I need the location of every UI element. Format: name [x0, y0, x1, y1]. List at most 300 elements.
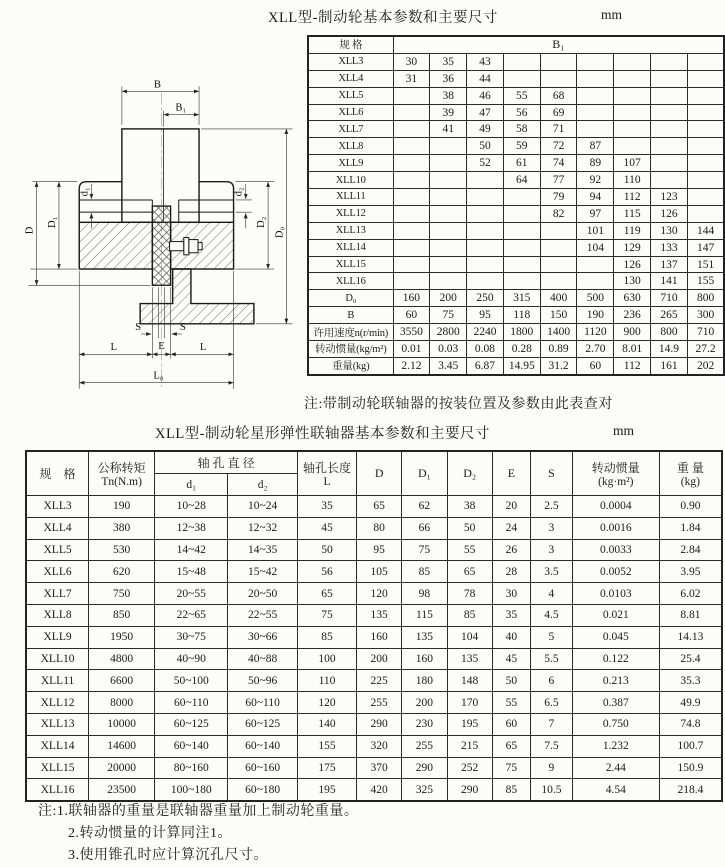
value-cell [540, 53, 577, 70]
value-cell [430, 273, 467, 290]
value-cell: 1950 [89, 626, 155, 648]
value-cell: 6.87 [467, 357, 504, 374]
value-cell: 15~48 [155, 561, 228, 583]
table-row [308, 239, 724, 256]
value-cell: 6 [531, 670, 573, 692]
value-cell [577, 70, 614, 87]
table-row [308, 341, 724, 358]
value-cell: 14600 [89, 735, 155, 757]
value-cell: 710 [687, 324, 724, 341]
value-cell [687, 104, 724, 121]
value-cell: 60~160 [228, 757, 298, 779]
table-row [308, 121, 724, 138]
value-cell [577, 256, 614, 273]
value-cell: 0.213 [572, 670, 659, 692]
bore-length-header-line1: 轴孔长度 [302, 461, 351, 475]
brake-wheel-table-unit: mm [601, 7, 623, 22]
value-cell: 60 [577, 357, 614, 374]
dim-label-e: E [158, 341, 165, 353]
value-cell [467, 205, 504, 222]
value-cell: 112 [614, 189, 651, 206]
value-cell: 4.5 [531, 604, 573, 626]
value-cell: 59 [503, 138, 540, 155]
value-cell [393, 239, 430, 256]
torque-header-line1: 公称转矩 [97, 461, 146, 475]
table-row [26, 713, 722, 735]
value-cell: 61 [503, 155, 540, 172]
value-cell: 630 [614, 290, 651, 307]
value-cell: 325 [402, 779, 447, 801]
row-label-cell: 重量(kg) [308, 357, 393, 374]
footnote-3: 3.使用锥孔时应计算沉孔尺寸。 [68, 848, 268, 863]
value-cell: 230 [402, 713, 447, 735]
dim-label-l0: L₀ [153, 370, 164, 382]
value-cell: 200 [430, 290, 467, 307]
value-cell: 1.232 [572, 735, 659, 757]
value-cell: 110 [614, 172, 651, 189]
value-cell [503, 205, 540, 222]
table-header-row-1 [26, 451, 722, 474]
value-cell [687, 138, 724, 155]
value-cell: 20 [492, 496, 530, 518]
weight-header-line2: (kg) [680, 476, 700, 488]
value-cell: 1.84 [659, 517, 722, 539]
table-row [308, 155, 724, 172]
table-row [26, 496, 722, 518]
value-cell: 0.28 [503, 341, 540, 358]
value-cell: 20~55 [155, 583, 228, 605]
value-cell: 3.5 [531, 561, 573, 583]
value-cell [577, 104, 614, 121]
value-cell: 140 [297, 713, 356, 735]
table-header-row [308, 36, 724, 53]
value-cell: 0.0033 [572, 539, 659, 561]
value-cell: 12~38 [155, 517, 228, 539]
b1-header-cell: B₁ [393, 36, 724, 53]
value-cell: 31.2 [540, 357, 577, 374]
value-cell [540, 273, 577, 290]
value-cell: 2240 [467, 324, 504, 341]
value-cell: 6.5 [531, 692, 573, 714]
value-cell [503, 239, 540, 256]
value-cell [503, 53, 540, 70]
value-cell [393, 205, 430, 222]
value-cell: 49.9 [659, 692, 722, 714]
value-cell [430, 138, 467, 155]
value-cell: 6600 [89, 670, 155, 692]
value-cell: 2.44 [572, 757, 659, 779]
table-row [308, 70, 724, 87]
value-cell: 92 [577, 172, 614, 189]
weight-header-line1: 重 量 [676, 461, 704, 475]
value-cell: 38 [447, 496, 492, 518]
value-cell: 50 [297, 539, 356, 561]
row-label-cell: XLL6 [308, 104, 393, 121]
row-label-cell: XLL12 [308, 205, 393, 222]
value-cell [467, 189, 504, 206]
value-cell: 135 [447, 648, 492, 670]
value-cell: 75 [297, 604, 356, 626]
value-cell: 4 [531, 583, 573, 605]
brake-wheel-table-note: 注:带制动轮联轴器的按装位置及参数由此表查对 [304, 397, 613, 412]
value-cell [651, 121, 688, 138]
value-cell: 45 [492, 648, 530, 670]
row-label-cell: XLL7 [308, 121, 393, 138]
value-cell [540, 239, 577, 256]
value-cell [503, 273, 540, 290]
value-cell [614, 138, 651, 155]
dim-label-d2: d₂ [233, 187, 245, 197]
row-label-cell: 转动惯量(kg/m²) [308, 341, 393, 358]
value-cell: 0.0016 [572, 517, 659, 539]
value-cell: 195 [447, 713, 492, 735]
value-cell: 78 [447, 583, 492, 605]
value-cell: 35 [492, 604, 530, 626]
value-cell: 10000 [89, 713, 155, 735]
value-cell: 80~160 [155, 757, 228, 779]
value-cell: 161 [651, 357, 688, 374]
value-cell [430, 256, 467, 273]
row-label-cell: XLL15 [308, 256, 393, 273]
value-cell: 380 [89, 517, 155, 539]
value-cell: 14~35 [228, 539, 298, 561]
value-cell: 50 [467, 138, 504, 155]
value-cell [393, 121, 430, 138]
value-cell: 148 [447, 670, 492, 692]
coupling-cross-section-diagram [20, 70, 305, 400]
value-cell: 133 [651, 239, 688, 256]
value-cell: 2.12 [393, 357, 430, 374]
table-row [308, 138, 724, 155]
row-label-cell: XLL7 [26, 583, 89, 605]
value-cell: 115 [614, 205, 651, 222]
value-cell: 14.9 [651, 341, 688, 358]
value-cell: 55 [503, 87, 540, 104]
value-cell: 400 [540, 290, 577, 307]
value-cell: 12~32 [228, 517, 298, 539]
value-cell: 36 [430, 70, 467, 87]
right-hub [199, 182, 234, 223]
value-cell [687, 87, 724, 104]
value-cell [503, 70, 540, 87]
value-cell: 2800 [430, 324, 467, 341]
value-cell: 218.4 [659, 779, 722, 801]
row-label-cell: XLL14 [308, 239, 393, 256]
value-cell: 190 [89, 496, 155, 518]
value-cell: 39 [430, 104, 467, 121]
row-label-cell: XLL11 [308, 189, 393, 206]
value-cell: 115 [402, 604, 447, 626]
value-cell: 75 [430, 307, 467, 324]
value-cell: 79 [540, 189, 577, 206]
D-header-cell: D [357, 451, 402, 496]
value-cell: 265 [651, 307, 688, 324]
value-cell: 94 [577, 189, 614, 206]
footnotes [38, 801, 358, 867]
value-cell: 0.0103 [572, 583, 659, 605]
value-cell [393, 87, 430, 104]
row-label-cell: B [308, 307, 393, 324]
value-cell [577, 121, 614, 138]
value-cell: 66 [402, 517, 447, 539]
row-label-cell: XLL5 [26, 539, 89, 561]
value-cell: 710 [651, 290, 688, 307]
value-cell: 30 [393, 53, 430, 70]
coupling-table [25, 450, 723, 802]
value-cell: 137 [651, 256, 688, 273]
table-row [26, 648, 722, 670]
row-label-cell: XLL4 [26, 517, 89, 539]
value-cell: 175 [297, 757, 356, 779]
value-cell [651, 172, 688, 189]
value-cell: 60~125 [155, 713, 228, 735]
value-cell: 60 [492, 713, 530, 735]
row-label-cell: XLL13 [308, 222, 393, 239]
value-cell [393, 138, 430, 155]
value-cell: 89 [577, 155, 614, 172]
value-cell: 8.01 [614, 341, 651, 358]
value-cell: 1400 [540, 324, 577, 341]
value-cell: 85 [447, 604, 492, 626]
table-row [26, 583, 722, 605]
table-row [26, 757, 722, 779]
value-cell: 255 [402, 735, 447, 757]
value-cell [540, 70, 577, 87]
value-cell: 14~42 [155, 539, 228, 561]
torque-header-cell [89, 451, 155, 496]
value-cell: 850 [89, 604, 155, 626]
row-label-cell: XLL13 [26, 713, 89, 735]
value-cell: 190 [577, 307, 614, 324]
value-cell [651, 155, 688, 172]
value-cell: 65 [297, 583, 356, 605]
value-cell: 252 [447, 757, 492, 779]
value-cell: 55 [492, 692, 530, 714]
row-label-cell: 许用速度n(r/min) [308, 324, 393, 341]
value-cell [540, 256, 577, 273]
value-cell: 75 [402, 539, 447, 561]
value-cell [614, 53, 651, 70]
value-cell [467, 239, 504, 256]
table-row [308, 53, 724, 70]
value-cell: 160 [393, 290, 430, 307]
value-cell: 315 [503, 290, 540, 307]
table-row [308, 172, 724, 189]
value-cell: 100.7 [659, 735, 722, 757]
value-cell: 30 [492, 583, 530, 605]
row-label-cell: XLL10 [26, 648, 89, 670]
value-cell: 85 [492, 779, 530, 801]
table-row [308, 222, 724, 239]
value-cell [467, 256, 504, 273]
row-label-cell: XLL8 [26, 604, 89, 626]
value-cell [467, 172, 504, 189]
value-cell: 35 [297, 496, 356, 518]
value-cell [430, 222, 467, 239]
coupling-table-title: XLL型-制动轮星形弹性联轴器基本参数和主要尺寸 [155, 426, 491, 442]
value-cell: 3.95 [659, 561, 722, 583]
value-cell: 215 [447, 735, 492, 757]
value-cell: 9 [531, 757, 573, 779]
table-row [308, 256, 724, 273]
table-row [308, 307, 724, 324]
value-cell [393, 155, 430, 172]
value-cell: 800 [651, 324, 688, 341]
value-cell: 40~90 [155, 648, 228, 670]
value-cell: 26 [492, 539, 530, 561]
value-cell [393, 256, 430, 273]
value-cell: 900 [614, 324, 651, 341]
value-cell: 750 [89, 583, 155, 605]
value-cell: 22~65 [155, 604, 228, 626]
value-cell: 23500 [89, 779, 155, 801]
value-cell: 320 [357, 735, 402, 757]
inertia-header-line2: (kg·m²) [598, 476, 634, 488]
value-cell: 130 [651, 222, 688, 239]
row-label-cell: XLL3 [26, 496, 89, 518]
value-cell: 0.021 [572, 604, 659, 626]
value-cell [687, 172, 724, 189]
spec-header-cell: 规 格 [26, 451, 89, 496]
brake-wheel-table-title: XLL型-制动轮基本参数和主要尺寸 [268, 10, 499, 26]
value-cell: 500 [577, 290, 614, 307]
dim-label-d1: d₁ [79, 187, 91, 197]
value-cell: 14.13 [659, 626, 722, 648]
dim-label-D: D [24, 226, 36, 235]
table-row [26, 539, 722, 561]
row-label-cell: XLL9 [26, 626, 89, 648]
value-cell: 69 [540, 104, 577, 121]
value-cell: 126 [651, 205, 688, 222]
row-label-cell: XLL14 [26, 735, 89, 757]
value-cell: 120 [357, 583, 402, 605]
row-label-cell: XLL10 [308, 172, 393, 189]
value-cell [614, 87, 651, 104]
value-cell: 123 [651, 189, 688, 206]
dim-label-D0: D₀ [274, 226, 286, 239]
value-cell [393, 222, 430, 239]
value-cell [503, 222, 540, 239]
value-cell: 58 [503, 121, 540, 138]
row-label-cell: XLL11 [26, 670, 89, 692]
row-label-cell: D₀ [308, 290, 393, 307]
value-cell: 64 [503, 172, 540, 189]
value-cell: 112 [614, 357, 651, 374]
dim-label-s-right: S [179, 321, 186, 333]
table-row [26, 626, 722, 648]
row-label-cell: XLL9 [308, 155, 393, 172]
value-cell: 38 [430, 87, 467, 104]
value-cell: 60~110 [155, 692, 228, 714]
value-cell [614, 70, 651, 87]
value-cell [687, 189, 724, 206]
value-cell: 41 [430, 121, 467, 138]
bore-length-header-line2: L [323, 476, 331, 488]
value-cell: 60~140 [228, 735, 298, 757]
value-cell: 100 [297, 648, 356, 670]
D2-header-cell: D₂ [447, 451, 492, 496]
value-cell: 105 [357, 561, 402, 583]
value-cell [577, 87, 614, 104]
value-cell: 65 [357, 496, 402, 518]
value-cell: 15~42 [228, 561, 298, 583]
value-cell: 144 [687, 222, 724, 239]
table-row [26, 692, 722, 714]
value-cell: 10~28 [155, 496, 228, 518]
value-cell: 101 [577, 222, 614, 239]
coupling-table-unit: mm [613, 423, 635, 438]
value-cell: 95 [467, 307, 504, 324]
value-cell [687, 155, 724, 172]
value-cell: 130 [614, 273, 651, 290]
value-cell: 530 [89, 539, 155, 561]
value-cell: 120 [297, 692, 356, 714]
bore-length-header-cell [297, 451, 356, 496]
value-cell: 60~180 [228, 779, 298, 801]
value-cell: 0.0004 [572, 496, 659, 518]
value-cell: 5.5 [531, 648, 573, 670]
value-cell: 200 [357, 648, 402, 670]
value-cell [614, 104, 651, 121]
value-cell: 119 [614, 222, 651, 239]
value-cell: 56 [297, 561, 356, 583]
value-cell: 0.750 [572, 713, 659, 735]
dim-label-l-left: L [110, 342, 118, 354]
table-row [26, 517, 722, 539]
value-cell: 47 [467, 104, 504, 121]
elastic-element [152, 206, 170, 285]
value-cell: 30~66 [228, 626, 298, 648]
value-cell: 56 [503, 104, 540, 121]
value-cell: 110 [297, 670, 356, 692]
value-cell: 151 [687, 256, 724, 273]
value-cell [467, 222, 504, 239]
value-cell [503, 189, 540, 206]
value-cell [393, 172, 430, 189]
brake-wheel-table [307, 35, 725, 376]
value-cell: 147 [687, 239, 724, 256]
value-cell: 225 [357, 670, 402, 692]
value-cell: 2.70 [577, 341, 614, 358]
table-row [308, 189, 724, 206]
value-cell: 3 [531, 517, 573, 539]
table-row [308, 104, 724, 121]
value-cell: 104 [447, 626, 492, 648]
value-cell [540, 222, 577, 239]
value-cell: 7.5 [531, 735, 573, 757]
table-row [308, 290, 724, 307]
row-label-cell: XLL16 [26, 779, 89, 801]
value-cell [687, 205, 724, 222]
value-cell: 30~75 [155, 626, 228, 648]
value-cell: 4.54 [572, 779, 659, 801]
value-cell [393, 273, 430, 290]
value-cell [687, 53, 724, 70]
value-cell [430, 172, 467, 189]
table-row [308, 273, 724, 290]
value-cell: 22~55 [228, 604, 298, 626]
dim-label-b: B [153, 79, 161, 91]
value-cell: 2.5 [531, 496, 573, 518]
S-header-cell: S [531, 451, 573, 496]
value-cell: 135 [402, 626, 447, 648]
value-cell: 141 [651, 273, 688, 290]
value-cell: 71 [540, 121, 577, 138]
value-cell [687, 121, 724, 138]
row-label-cell: XLL5 [308, 87, 393, 104]
value-cell: 20~50 [228, 583, 298, 605]
row-label-cell: XLL12 [26, 692, 89, 714]
